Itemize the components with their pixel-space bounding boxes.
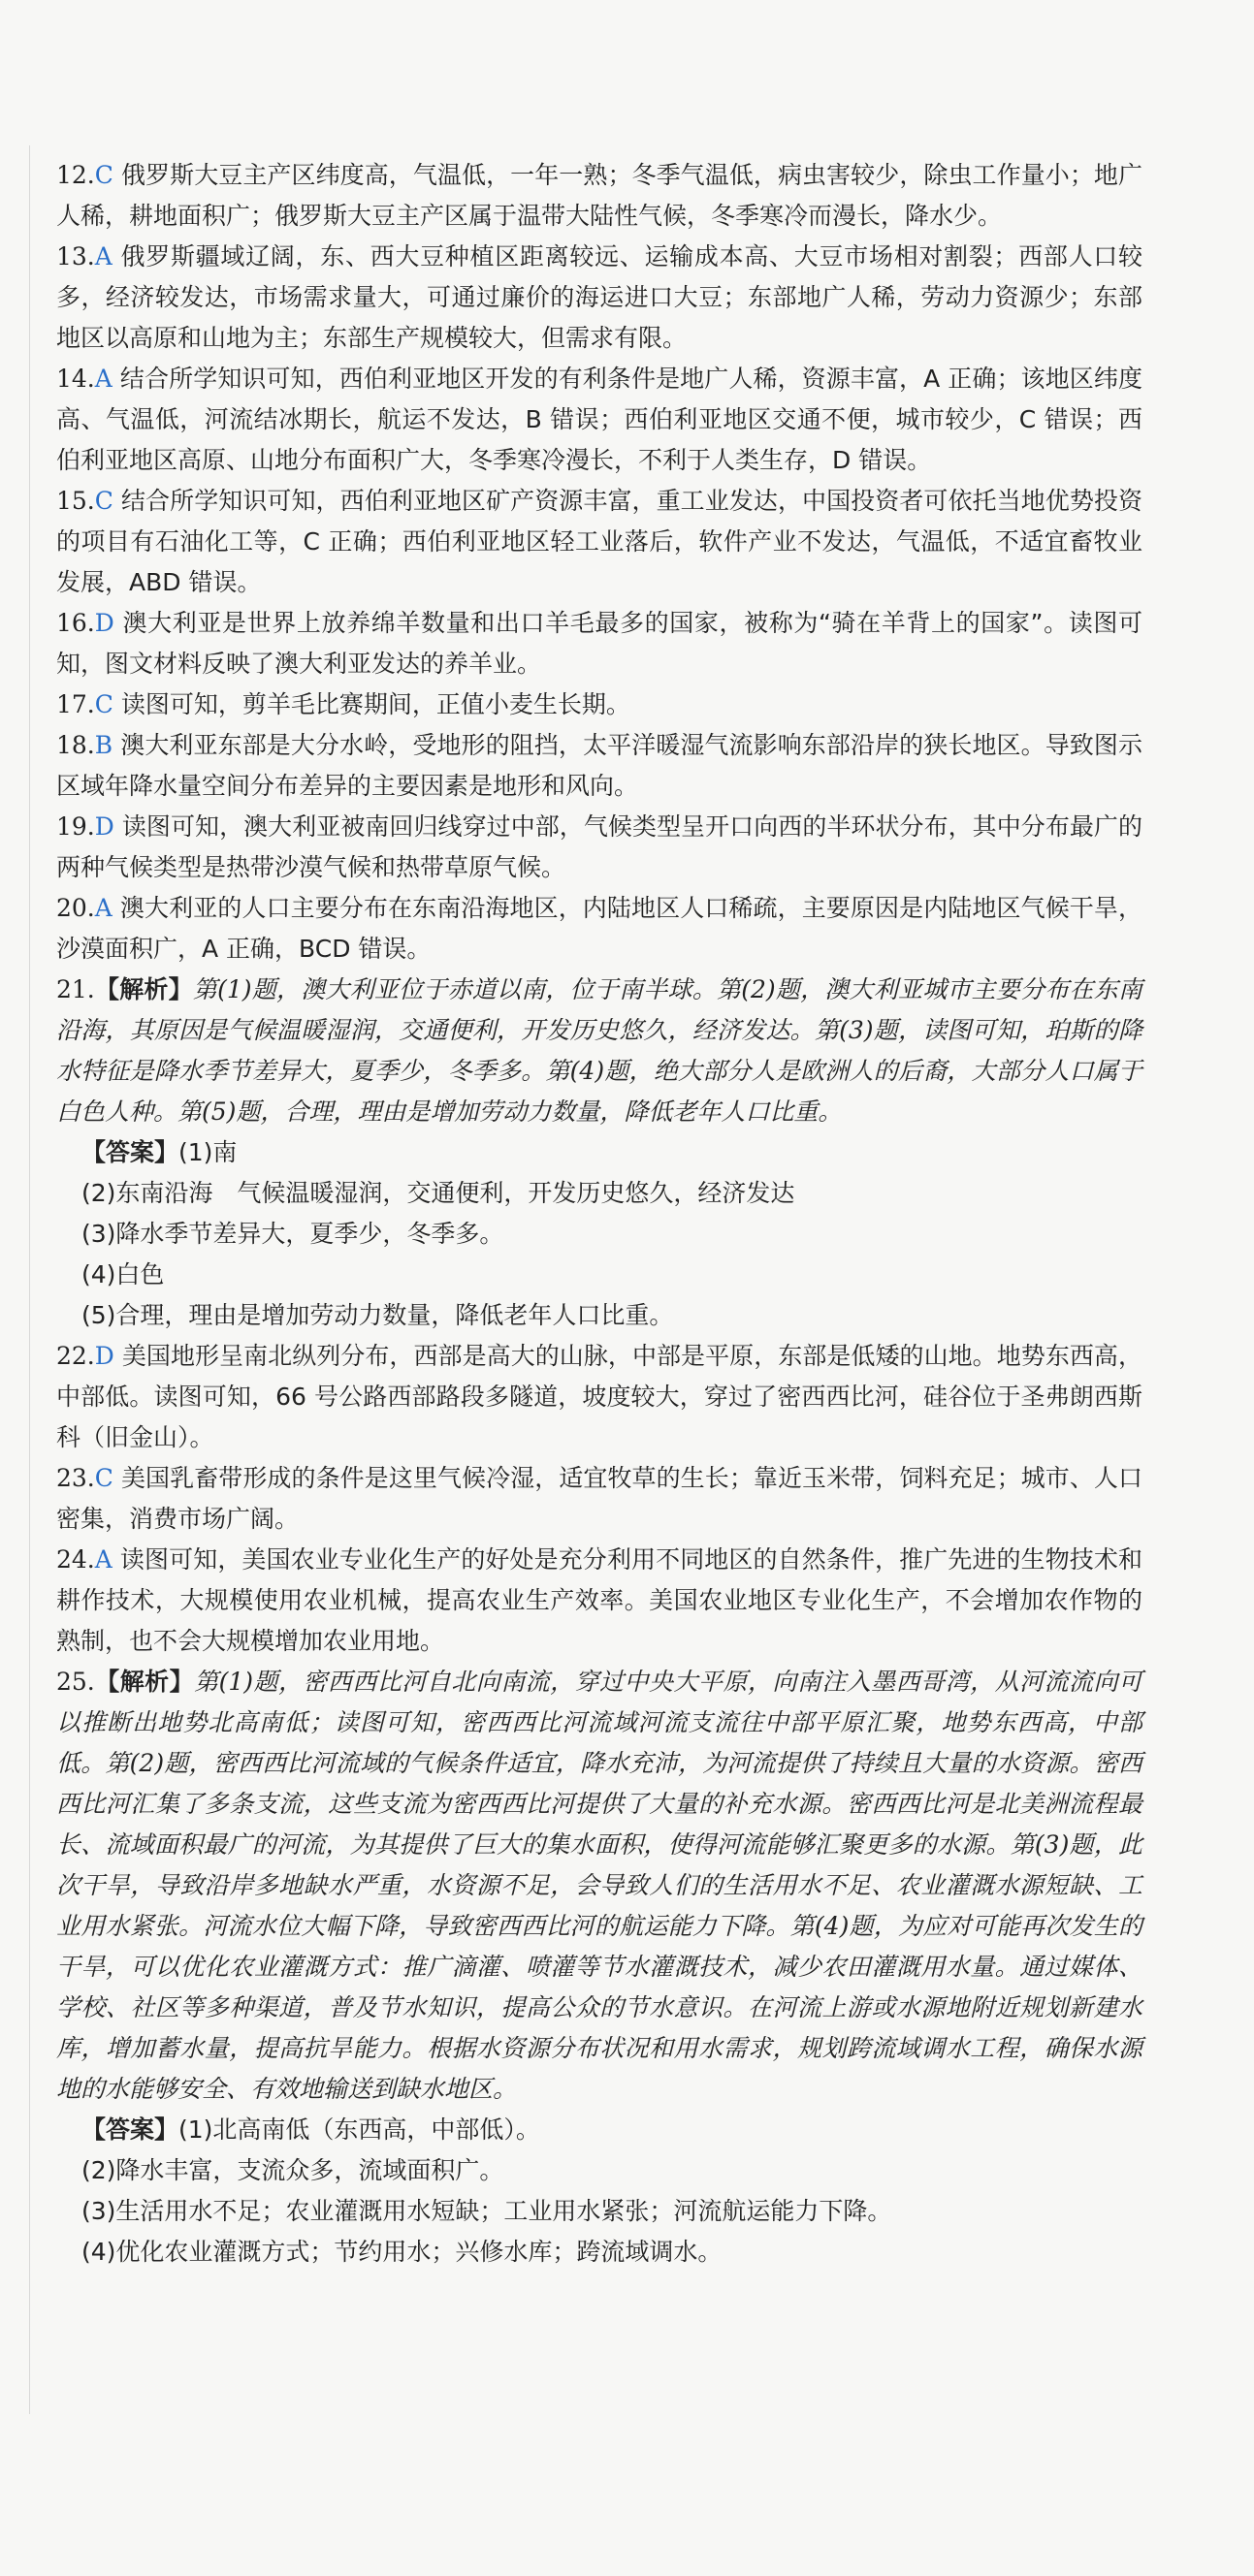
answer-choice: D [94,812,114,841]
explanation-text: 美国地形呈南北纵列分布，西部是高大的山脉，中部是平原，东部是低矮的山地。地势东西高，中部低。读图可知，66 号公路西部路段多隧道，坡度较大，穿过了密西西比河，硅谷位于圣弗朗西斯科（旧金山）。 [56,1342,1142,1451]
question-21 [56,970,1142,1336]
explanation-text: 澳大利亚的人口主要分布在东南沿海地区，内陆地区人口稀疏，主要原因是内陆地区气候干旱，沙漠面积广，A 正确，BCD 错误。 [56,894,1142,963]
analysis-text: 第(1)题，澳大利亚位于赤道以南，位于南半球。第(2)题，澳大利亚城市主要分布在东南沿海，其原因是气候温暖湿润，交通便利，开发历史悠久，经济发达。第(3)题，读图可知，珀斯的降水特征是降水季节差异大，夏季少，冬季多。第(4)题，绝大部分人是欧洲人的后裔，大部分人口属于白色人种。第(5)题，合理，理由是增加劳动力数量，降低老年人口比重。 [56,975,1142,1126]
answer-label: 【答案】 [81,1138,179,1166]
answer-item [56,807,1142,888]
page-margin-line [29,145,30,2414]
answer-line: (3)降水季节差异大，夏季少，冬季多。 [81,1220,504,1248]
explanation-text: 读图可知，澳大利亚被南回归线穿过中部，气候类型呈开口向西的半环状分布，其中分布最广的两种气候类型是热带沙漠气候和热带草原气候。 [56,812,1142,881]
question-25 [56,1662,1142,2273]
explanation-text: 俄罗斯大豆主产区纬度高，气温低，一年一熟；冬季气温低，病虫害较少，除虫工作量小；地广人稀，耕地面积广；俄罗斯大豆主产区属于温带大陆性气候，冬季寒冷而漫长，降水少。 [56,161,1142,230]
answer-choice: A [94,242,113,270]
question-number: 13. [56,242,95,270]
answer-choice: A [94,1545,113,1574]
explanation-text: 澳大利亚是世界上放养绵羊数量和出口羊毛最多的国家，被称为“骑在羊背上的国家”。读图可知，图文材料反映了澳大利亚发达的养羊业。 [56,609,1142,678]
answer-choice: C [94,1464,113,1492]
explanation-text: 结合所学知识可知，西伯利亚地区开发的有利条件是地广人稀，资源丰富，A 正确；该地区纬度高、气温低，河流结冰期长，航运不发达，B 错误；西伯利亚地区交通不便，城市较少，C 错误；西伯利亚地区高原、山地分布面积广大，冬季寒冷漫长，不利于人类生存，D 错误。 [56,365,1142,474]
answer-line: (4)白色 [81,1260,165,1288]
answer-item [56,481,1142,603]
answer-choice: A [94,365,113,393]
answer-choice: C [94,487,113,515]
answer-item [56,155,1142,237]
question-number: 17. [56,690,95,718]
explanation-text: 澳大利亚东部是大分水岭，受地形的阻挡，太平洋暖湿气流影响东部沿岸的狭长地区。导致图示区域年降水量空间分布差异的主要因素是地形和风向。 [56,731,1142,800]
answer-line: (4)优化农业灌溉方式；节约用水；兴修水库；跨流域调水。 [81,2238,723,2266]
analysis-label: 【解析】 [94,975,193,1003]
answer-choice: D [94,609,114,637]
question-number: 22. [56,1342,95,1370]
answer-item [56,1336,1142,1458]
explanation-text: 俄罗斯疆域辽阔，东、西大豆种植区距离较远、运输成本高、大豆市场相对割裂；西部人口较多，经济较发达，市场需求量大，可通过廉价的海运进口大豆；东部地广人稀，劳动力资源少；东部地区以高原和山地为主；东部生产规模较大，但需求有限。 [56,242,1142,352]
answer-page [56,155,1142,2273]
answer-item [56,684,1142,725]
answer-line: (2)降水丰富，支流众多，流域面积广。 [81,2156,504,2184]
answer-item [56,1540,1142,1662]
answer-choice: C [94,690,113,718]
question-number: 14. [56,365,95,393]
analysis-label: 【解析】 [94,1668,195,1696]
answer-item [56,888,1142,970]
answer-item [56,603,1142,684]
answer-choice: B [94,731,113,759]
question-number: 24. [56,1545,95,1574]
answer-item [56,237,1142,359]
question-number: 23. [56,1464,95,1492]
question-number: 25. [56,1668,95,1696]
explanation-text: 结合所学知识可知，西伯利亚地区矿产资源丰富，重工业发达，中国投资者可依托当地优势投资的项目有石油化工等，C 正确；西伯利亚地区轻工业落后，软件产业不发达，气温低，不适宜畜牧业发展，ABD 错误。 [56,487,1142,596]
answer-choice: C [94,161,113,189]
answer-choice: D [94,1342,114,1370]
question-number: 15. [56,487,95,515]
explanation-text: 读图可知，美国农业专业化生产的好处是充分利用不同地区的自然条件，推广先进的生物技术和耕作技术，大规模使用农业机械，提高农业生产效率。美国农业地区专业化生产，不会增加农作物的熟制，也不会大规模增加农业用地。 [56,1545,1142,1655]
question-number: 16. [56,609,95,637]
answer-list-a [56,155,1142,970]
question-number: 20. [56,894,95,922]
question-number: 19. [56,812,95,841]
answer-choice: A [94,894,113,922]
answer-item [56,725,1142,807]
answer-line: (1)北高南低（东西高，中部低）。 [178,2115,540,2144]
explanation-text: 读图可知，剪羊毛比赛期间，正值小麦生长期。 [120,690,630,718]
explanation-text: 美国乳畜带形成的条件是这里气候冷湿，适宜牧草的生长；靠近玉米带，饲料充足；城市、人口密集，消费市场广阔。 [56,1464,1142,1533]
answer-line: (2)东南沿海 气候温暖湿润，交通便利，开发历史悠久，经济发达 [81,1179,795,1207]
analysis-text: 第(1)题，密西西比河自北向南流，穿过中央大平原，向南注入墨西哥湾，从河流流向可以推断出地势北高南低；读图可知，密西西比河流域河流支流往中部平原汇聚，地势东西高，中部低。第(2)题，密西西比河流域的气候条件适宜，降水充沛，为河流提供了持续且大量的水资源。密西西比河汇集了多条支流，这些支流为密西西比河提供了大量的补充水源。密西西比河是北美洲流程最长、流域面积最广的河流，为其提供了巨大的集水面积，使得河流能够汇聚更多的水源。第(3)题，此次干旱，导致沿岸多地缺水严重，水资源不足，会导致人们的生活用水不足、农业灌溉水源短缺、工业用水紧张。河流水位大幅下降，导致密西西比河的航运能力下降。第(4)题，为应对可能再次发生的干旱，可以优化农业灌溉方式：推广滴灌、喷灌等节水灌溉技术，减少农田灌溉用水量。通过媒体、学校、社区等多种渠道，普及节水知识，提高公众的节水意识。在河流上游或水源地附近规划新建水库，增加蓄水量，提高抗旱能力。根据水资源分布状况和用水需求，规划跨流域调水工程，确保水源地的水能够安全、有效地输送到缺水地区。 [56,1668,1142,2103]
answer-item [56,359,1142,481]
answer-line: (3)生活用水不足；农业灌溉用水短缺；工业用水紧张；河流航运能力下降。 [81,2197,892,2225]
answer-item [56,1458,1142,1540]
answer-list-b [56,1336,1142,1662]
question-number: 21. [56,975,95,1003]
answer-line: (5)合理，理由是增加劳动力数量，降低老年人口比重。 [81,1301,674,1329]
answer-label: 【答案】 [81,2115,179,2144]
question-number: 12. [56,161,95,189]
answer-line: (1)南 [178,1138,238,1166]
question-number: 18. [56,731,95,759]
